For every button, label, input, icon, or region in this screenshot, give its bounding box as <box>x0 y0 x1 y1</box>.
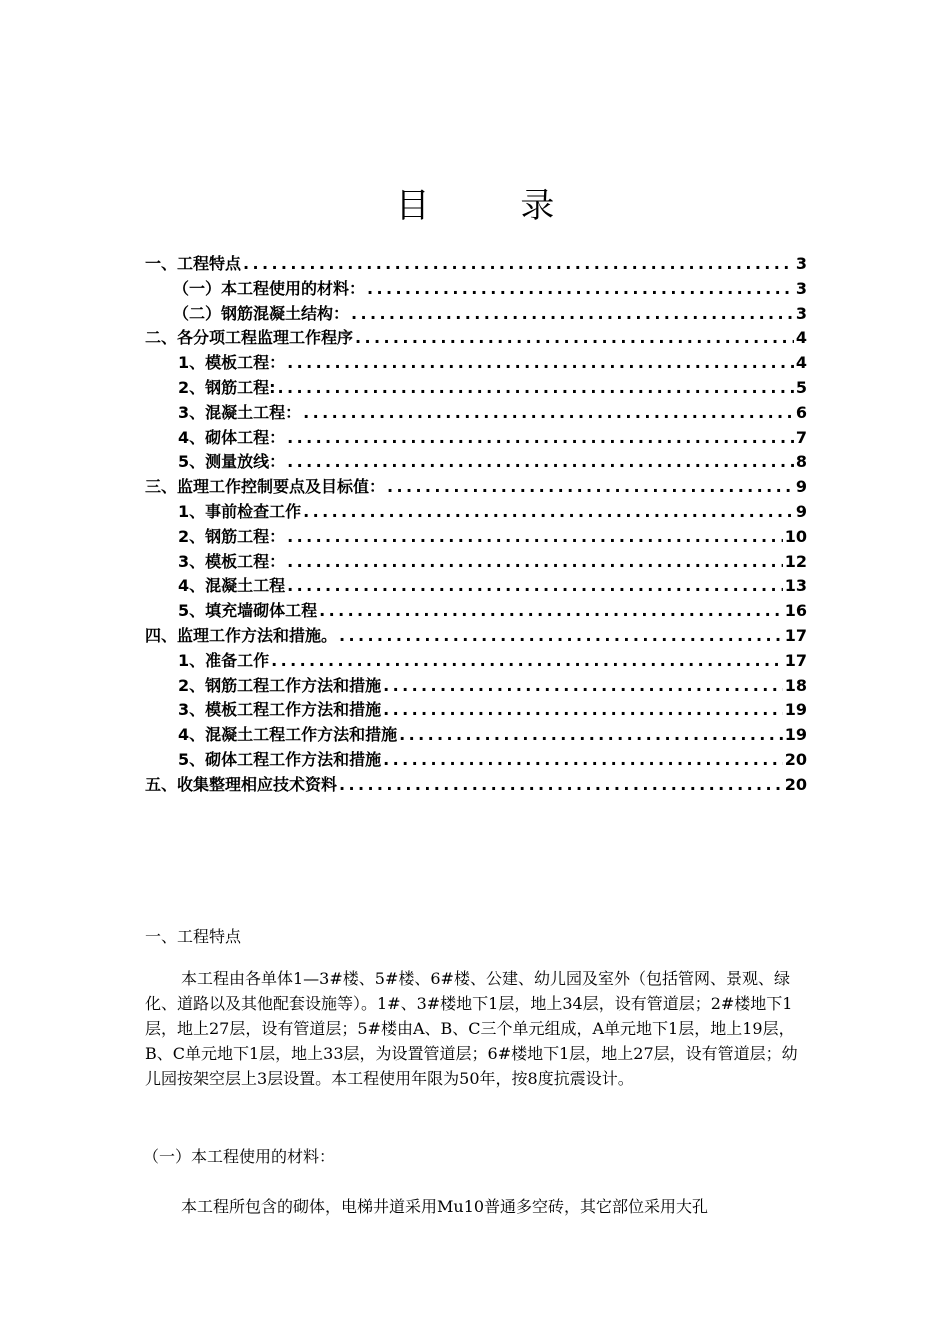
toc-leader-dots <box>319 601 783 620</box>
toc-entry-label: 一、工程特点 <box>145 254 242 273</box>
toc-entry[interactable] <box>145 425 807 450</box>
toc-leader-dots <box>287 452 794 471</box>
toc-entry-page: 7 <box>795 427 807 447</box>
toc-entry[interactable] <box>145 772 807 797</box>
toc-entry-label: （一）本工程使用的材料： <box>173 278 366 298</box>
toc-leader-dots <box>271 651 783 670</box>
toc-leader-dots <box>278 378 794 397</box>
toc-entry[interactable] <box>145 673 807 698</box>
toc-entry-page: 20 <box>784 749 807 769</box>
toc-leader-dots <box>383 676 783 695</box>
toc-entry[interactable] <box>145 524 807 549</box>
toc-entry-label: 2、钢筋工程工作方法和措施 <box>178 675 382 695</box>
toc-entry-label: 3、混凝土工程： <box>178 402 302 422</box>
toc-leader-dots <box>387 477 794 496</box>
toc-entry-label: （二）钢筋混凝土结构： <box>173 303 350 323</box>
toc-leader-dots <box>383 750 783 769</box>
toc-leader-dots <box>367 279 794 298</box>
toc-entry-page: 19 <box>784 725 807 745</box>
toc-leader-dots <box>339 775 783 794</box>
toc-entry-label: 5、测量放线： <box>178 452 286 472</box>
toc-entry[interactable] <box>145 697 807 722</box>
toc-entry-label: 4、混凝土工程工作方法和措施 <box>178 725 398 745</box>
toc-leader-dots <box>339 626 783 645</box>
toc-entry-label: 四、监理工作方法和措施。 <box>145 625 338 645</box>
body-paragraph: 本工程所包含的砌体，电梯井道采用Mu10普通多空砖，其它部位采用大孔 <box>181 1197 709 1216</box>
toc-entry-page: 10 <box>784 526 807 546</box>
toc-entry-page: 4 <box>795 353 807 373</box>
toc-entry[interactable] <box>145 276 807 301</box>
toc-entry-page: 3 <box>795 303 807 323</box>
toc-entry[interactable] <box>145 301 807 326</box>
section-heading: 一、工程特点 <box>145 927 242 946</box>
toc-entry[interactable] <box>145 648 807 673</box>
toc-entry[interactable] <box>145 722 807 747</box>
toc-leader-dots <box>351 304 794 323</box>
toc-entry-page: 4 <box>795 328 807 348</box>
toc-entry-label: 1、事前检查工作 <box>178 501 302 521</box>
toc-leader-dots <box>243 254 794 273</box>
toc-entry[interactable] <box>145 251 807 276</box>
toc-entry-label: 2、钢筋工程: <box>178 377 276 397</box>
toc-entry-page: 6 <box>795 402 807 422</box>
toc-entry-page: 8 <box>795 452 807 472</box>
toc-entry-page: 3 <box>795 254 807 273</box>
toc-entry[interactable] <box>145 499 807 524</box>
toc-entry-label: 1、准备工作 <box>178 650 270 670</box>
toc-entry[interactable] <box>145 325 807 350</box>
toc-entry[interactable] <box>145 549 807 574</box>
toc-entry-label: 4、混凝土工程 <box>178 576 286 596</box>
sub-heading: （一）本工程使用的材料： <box>143 1147 336 1166</box>
toc-leader-dots <box>287 428 794 447</box>
toc-entry-label: 2、钢筋工程： <box>178 526 286 546</box>
table-of-contents <box>145 251 807 797</box>
toc-title: 目 录 <box>395 186 595 226</box>
toc-entry-page: 9 <box>795 501 807 521</box>
toc-entry[interactable] <box>145 350 807 375</box>
toc-leader-dots <box>355 328 794 347</box>
toc-leader-dots <box>399 725 783 744</box>
toc-leader-dots <box>287 576 783 595</box>
toc-leader-dots <box>287 527 783 546</box>
toc-leader-dots <box>383 700 783 719</box>
toc-entry-page: 17 <box>784 625 807 645</box>
toc-entry-page: 3 <box>795 278 807 298</box>
toc-entry-page: 9 <box>795 477 807 497</box>
toc-entry-label: 二、各分项工程监理工作程序 <box>145 328 354 348</box>
toc-entry[interactable] <box>145 598 807 623</box>
body-paragraph: 本工程由各单体1—3#楼、5#楼、6#楼、公建、幼儿园及室外（包括管网、景观、绿化、道路以及其他配套设施等）。1#、3#楼地下1层，地上34层，设有管道层；2#楼地下1层，地上27层，设有管道层；5#楼由A、B、C三个单元组成，A单元地下1层，地上19层，B、C单元地下1层，地上33层，为设置管道层；6#楼地下1层，地上27层，设有管道层；幼儿园按架空层上3层设置。本工程使用年限为50年，按8度抗震设计。 <box>145 969 798 1088</box>
toc-entry-label: 3、模板工程工作方法和措施 <box>178 700 382 720</box>
toc-entry[interactable] <box>145 375 807 400</box>
toc-leader-dots <box>303 502 794 521</box>
toc-entry[interactable] <box>145 449 807 474</box>
toc-leader-dots <box>303 403 794 422</box>
toc-entry-page: 13 <box>784 576 807 596</box>
toc-entry[interactable] <box>145 747 807 772</box>
toc-entry[interactable] <box>145 400 807 425</box>
toc-entry-page: 20 <box>784 774 807 794</box>
toc-entry-page: 18 <box>784 675 807 695</box>
toc-entry-page: 5 <box>795 377 807 397</box>
toc-entry-label: 三、监理工作控制要点及目标值： <box>145 477 386 497</box>
toc-entry-page: 16 <box>784 601 807 621</box>
toc-entry[interactable] <box>145 573 807 598</box>
toc-entry-page: 17 <box>784 650 807 670</box>
toc-entry-label: 1、模板工程： <box>178 353 286 373</box>
toc-leader-dots <box>287 552 783 571</box>
toc-leader-dots <box>287 353 794 372</box>
toc-entry-page: 12 <box>784 551 807 571</box>
toc-entry-label: 5、砌体工程工作方法和措施 <box>178 749 382 769</box>
toc-entry-label: 五、收集整理相应技术资料 <box>145 774 338 794</box>
toc-entry-page: 19 <box>784 700 807 720</box>
toc-entry-label: 3、模板工程： <box>178 551 286 571</box>
toc-entry-label: 4、砌体工程： <box>178 427 286 447</box>
toc-entry-label: 5、填充墙砌体工程 <box>178 601 318 621</box>
toc-entry[interactable] <box>145 623 807 648</box>
toc-entry[interactable] <box>145 474 807 499</box>
